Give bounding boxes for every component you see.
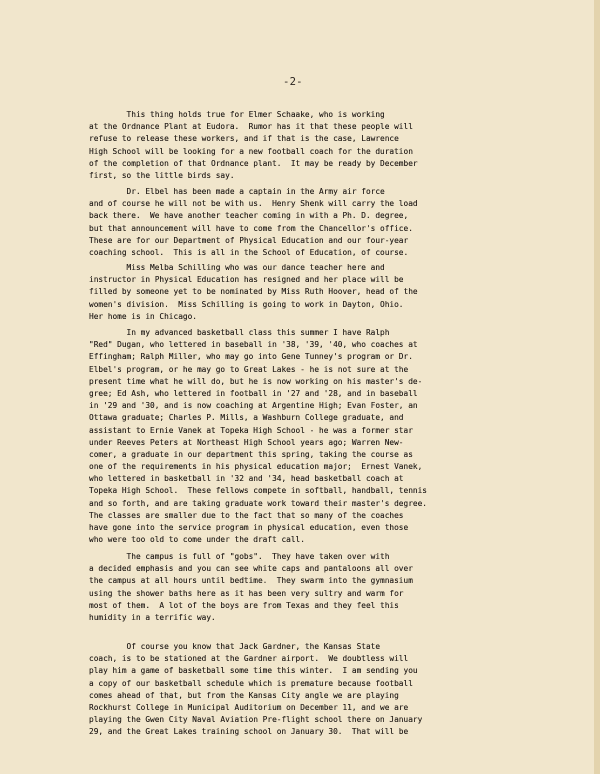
- text-line: one of the requirements in his physical education major; Ernest Vanek,: [89, 462, 423, 472]
- paragraph-4: [89, 327, 519, 546]
- text-line: back there. We have another teacher coming in with a Ph. D. degree,: [89, 211, 409, 221]
- paragraph-6: [89, 641, 519, 739]
- text-line: High School will be looking for a new football coach for the duration: [89, 146, 413, 156]
- paragraph-2: [89, 186, 519, 259]
- text-line: play him a game of basketball some time this winter. I am sending you: [89, 666, 418, 676]
- text-line: Of course you know that Jack Gardner, the Kansas State: [89, 642, 381, 651]
- text-line: Topeka High School. These fellows compete in softball, handball, tennis: [89, 486, 427, 496]
- text-line: The classes are smaller due to the fact that so many of the coaches: [89, 510, 404, 520]
- text-line: women's division. Miss Schilling is going to work in Dayton, Ohio.: [89, 299, 404, 309]
- text-line: Effingham; Ralph Miller, who may go into Gene Tunney's program or Dr.: [89, 352, 413, 362]
- text-line: the campus at all hours until bedtime. They swarm into the gymnasium: [89, 576, 413, 586]
- text-line: 29, and the Great Lakes training school on January 30. That will be: [89, 727, 409, 737]
- text-line: comer, a graduate in our department this spring, taking the course as: [89, 449, 413, 459]
- text-line: using the shower baths here as it has been very sultry and warm for: [89, 588, 404, 598]
- text-line: gree; Ed Ash, who lettered in football in '27 and '28, and in baseball: [89, 388, 418, 398]
- text-line: under Reeves Peters at Northeast High School years ago; Warren New-: [89, 437, 404, 447]
- text-line: but that announcement will have to come from the Chancellor's office.: [89, 223, 413, 233]
- text-line: who lettered in basketball in '32 and '34, head basketball coach at: [89, 474, 404, 484]
- text-line: present time what he will do, but he is now working on his master's de-: [89, 376, 423, 386]
- text-line: coach, is to be stationed at the Gardner airport. We doubtless will: [89, 654, 409, 664]
- text-line: refuse to release these workers, and if that is the case, Lawrence: [89, 134, 399, 144]
- text-line: coaching school. This is all in the School of Education, of course.: [89, 247, 409, 257]
- text-line: comes ahead of that, but from the Kansas City angle we are playing: [89, 690, 399, 700]
- text-line: and so forth, and are taking graduate work toward their master's degree.: [89, 498, 427, 508]
- text-line: Rockhurst College in Municipal Auditorium on December 11, and we are: [89, 702, 409, 712]
- paragraph-1: [89, 109, 519, 182]
- text-line: a decided emphasis and you can see white caps and pantaloons all over: [89, 564, 413, 574]
- text-line: humidity in a terrific way.: [89, 612, 216, 622]
- text-line: most of them. A lot of the boys are from Texas and they feel this: [89, 600, 399, 610]
- text-line: a copy of our basketball schedule which is premature because football: [89, 678, 413, 688]
- text-line: instructor in Physical Education has resigned and her place will be: [89, 275, 404, 285]
- page-number: -2-: [283, 76, 303, 88]
- text-line: "Red" Dugan, who lettered in baseball in '38, '39, '40, who coaches at: [89, 340, 418, 350]
- paragraph-3: [89, 262, 519, 323]
- text-line: and of course he will not be with us. Henry Shenk will carry the load: [89, 199, 418, 209]
- text-line: These are for our Department of Physical Education and our four-year: [89, 235, 409, 245]
- text-line: have gone into the service program in physical education, even those: [89, 523, 409, 532]
- text-line: playing the Gwen City Naval Aviation Pre-flight school there on January: [89, 715, 423, 725]
- text-line: The campus is full of "gobs". They have taken over with: [89, 552, 390, 561]
- text-line: in '29 and '30, and is now coaching at Argentine High; Evan Foster, an: [89, 401, 418, 411]
- text-line: filled by someone yet to be nominated by Miss Ruth Hoover, head of the: [89, 287, 418, 297]
- text-line: at the Ordnance Plant at Eudora. Rumor has it that these people will: [89, 122, 413, 132]
- text-line: first, so the little birds say.: [89, 170, 235, 180]
- text-line: of the completion of that Ordnance plant. It may be ready by December: [89, 158, 418, 168]
- text-line: who were too old to come under the draft call.: [89, 535, 305, 545]
- text-line: Ottawa graduate; Charles P. Mills, a Washburn College graduate, and: [89, 413, 404, 423]
- page-edge: [594, 0, 600, 774]
- text-line: Her home is in Chicago.: [89, 311, 197, 321]
- text-line: In my advanced basketball class this summer I have Ralph: [89, 328, 390, 337]
- text-line: Elbel's program, or he may go to Great Lakes - he is not sure at the: [89, 364, 409, 374]
- text-line: assistant to Ernie Vanek at Topeka High School - he was a former star: [89, 425, 413, 435]
- paragraph-5: [89, 551, 519, 624]
- text-line: Miss Melba Schilling who was our dance teacher here and: [89, 263, 385, 272]
- text-line: Dr. Elbel has been made a captain in the Army air force: [89, 187, 385, 196]
- text-line: This thing holds true for Elmer Schaake, who is working: [89, 110, 385, 119]
